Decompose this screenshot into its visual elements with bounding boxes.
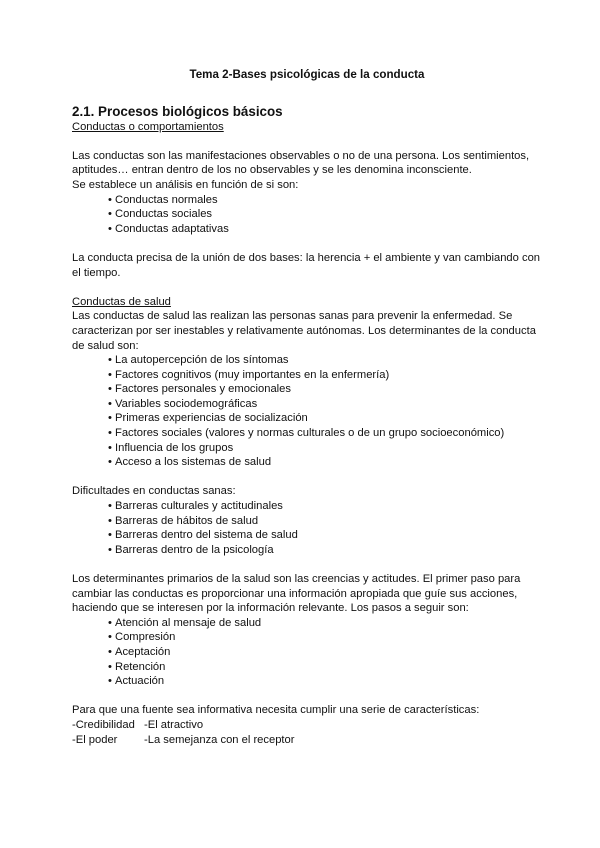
- list-item: • Influencia de los grupos: [108, 441, 542, 456]
- list-item: • Acceso a los sistemas de salud: [108, 455, 542, 470]
- list-item: • La autopercepción de los síntomas: [108, 353, 542, 368]
- characteristic: -El atractivo: [144, 718, 204, 731]
- list-item: • Primeras experiencias de socialización: [108, 411, 542, 426]
- list-item: • Conductas sociales: [108, 207, 542, 222]
- list-item: • Barreras dentro de la psicología: [108, 543, 542, 558]
- characteristic: -El poder: [72, 733, 118, 746]
- list-item: • Conductas adaptativas: [108, 222, 542, 237]
- paragraph-herencia-ambiente: La conducta precisa de la unión de dos bases: la herencia + el ambiente y van cambiando con el tiempo.: [72, 251, 541, 279]
- list-steps: [72, 616, 542, 689]
- section-heading: 2.1. Procesos biológicos básicos: [72, 103, 283, 119]
- characteristics-row: [72, 733, 542, 748]
- document-title: Tema 2-Bases psicológicas de la conducta: [189, 68, 425, 81]
- paragraph-conductas-definition: Las conductas son las manifestaciones observables o no de una persona. Los sentimientos, aptitudes… entran dentro de los no observables y se les denomina inconsciente.: [72, 149, 530, 177]
- paragraph-analysis-intro: Se establece un análisis en función de si son:: [72, 178, 299, 191]
- list-item: • Barreras dentro del sistema de salud: [108, 528, 542, 543]
- list-item: • Factores cognitivos (muy importantes en la enfermería): [108, 368, 542, 383]
- paragraph-dificultades: Dificultades en conductas sanas:: [72, 485, 236, 498]
- characteristic: -La semejanza con el receptor: [144, 733, 295, 746]
- document-page: [72, 68, 542, 747]
- list-conduct-types: [72, 193, 542, 237]
- list-item: • Atención al mensaje de salud: [108, 616, 542, 631]
- list-health-determinants: [72, 353, 542, 470]
- list-difficulties: [72, 499, 542, 557]
- list-item: • Barreras de hábitos de salud: [108, 514, 542, 529]
- list-item: • Variables sociodemográficas: [108, 397, 542, 412]
- paragraph-fuente-informativa: Para que una fuente sea informativa necesita cumplir una serie de características:: [72, 704, 480, 717]
- list-item: • Barreras culturales y actitudinales: [108, 499, 542, 514]
- list-item: • Aceptación: [108, 645, 542, 660]
- subheading-conductas-de-salud: Conductas de salud: [72, 295, 171, 308]
- list-item: • Actuación: [108, 674, 542, 689]
- characteristic: -Credibilidad: [72, 718, 135, 731]
- subheading-conductas: Conductas o comportamientos: [72, 120, 224, 133]
- list-item: • Compresión: [108, 630, 542, 645]
- list-item: • Conductas normales: [108, 193, 542, 208]
- characteristics-row: [72, 718, 542, 733]
- paragraph-determinantes-primarios: Los determinantes primarios de la salud son las creencias y actitudes. El primer paso para cambiar las conductas es proporcionar una información apropiada que guíe sus acciones, haciendo que se interesen por la información relevante. Los pasos a seguir son:: [72, 573, 521, 615]
- list-item: • Retención: [108, 660, 542, 675]
- list-item: • Factores personales y emocionales: [108, 382, 542, 397]
- list-item: • Factores sociales (valores y normas culturales o de un grupo socioeconómico): [108, 426, 542, 441]
- paragraph-conductas-de-salud: Las conductas de salud las realizan las personas sanas para prevenir la enfermedad. Se caracterizan por ser inestables y relativamente autónomas. Los determinantes de la conducta de salud son:: [72, 310, 536, 352]
